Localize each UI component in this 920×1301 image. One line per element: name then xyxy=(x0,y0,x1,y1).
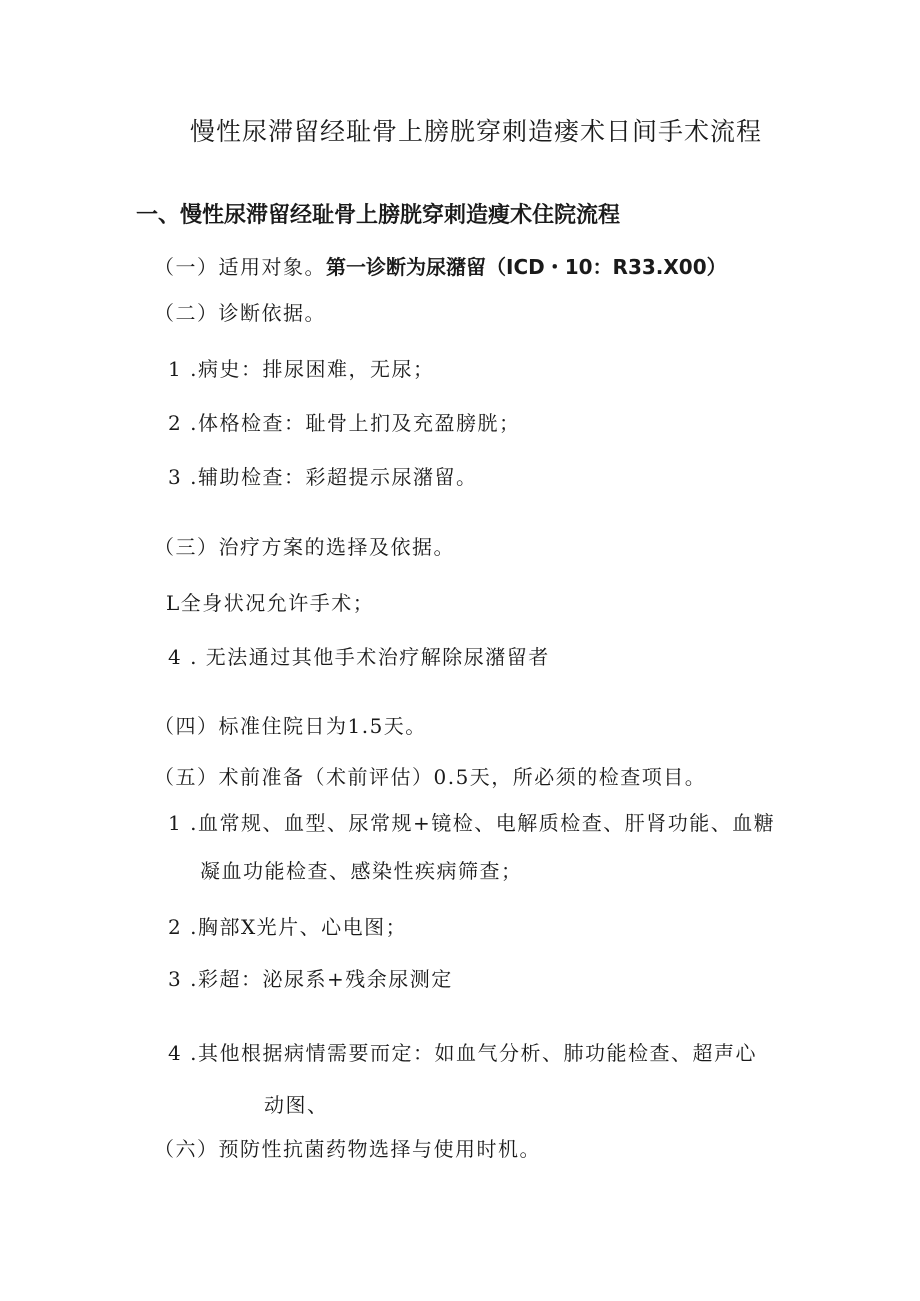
paragraph-label: （三）治疗方案的选择及依据。 xyxy=(154,535,455,559)
list-item: 3 .辅助检查：彩超提示尿潴留。 xyxy=(168,465,478,489)
list-item: 1 .血常规、血型、尿常规+镜检、电解质检查、肝肾功能、血糖 xyxy=(168,811,776,835)
list-item-continuation: 凝血功能检查、感染性疾病筛查； xyxy=(200,859,523,883)
paragraph-label: （六）预防性抗菌药物选择与使用时机。 xyxy=(154,1137,541,1161)
paragraph-label: （五）术前准备（术前评估）0.5天，所必须的检查项目。 xyxy=(154,765,707,789)
section-heading: 一、慢性尿滞留经耻骨上膀胱穿刺造瘦术住院流程 xyxy=(136,203,621,228)
list-item: L全身状况允许手术； xyxy=(166,591,375,615)
paragraph-label: （四）标准住院日为1.5天。 xyxy=(154,714,427,738)
list-item: 4 .其他根据病情需要而定：如血气分析、肺功能检查、超声心 xyxy=(168,1041,757,1065)
paragraph-label: （一）适用对象。 xyxy=(154,255,326,279)
list-item-continuation: 动图、 xyxy=(264,1093,329,1117)
list-item: 1 .病史：排尿困难，无尿； xyxy=(168,357,435,381)
page-title: 慢性尿滞留经耻骨上膀胱穿刺造瘘术日间手术流程 xyxy=(190,117,763,146)
list-item: 2 .胸部X光片、心电图； xyxy=(168,915,408,939)
diagnosis-text: 第一诊断为尿潴留（ICD・10：R33.X00） xyxy=(326,255,727,279)
paragraph-label: （二）诊断依据。 xyxy=(154,301,326,325)
list-item: 2 .体格检查：耻骨上扪及充盈膀胱； xyxy=(168,411,521,435)
list-item: 3 .彩超：泌尿系+残余尿测定 xyxy=(168,967,453,991)
list-item: 4 . 无法通过其他手术治疗解除尿潴留者 xyxy=(168,645,550,669)
paragraph-applicable-object xyxy=(154,254,727,280)
